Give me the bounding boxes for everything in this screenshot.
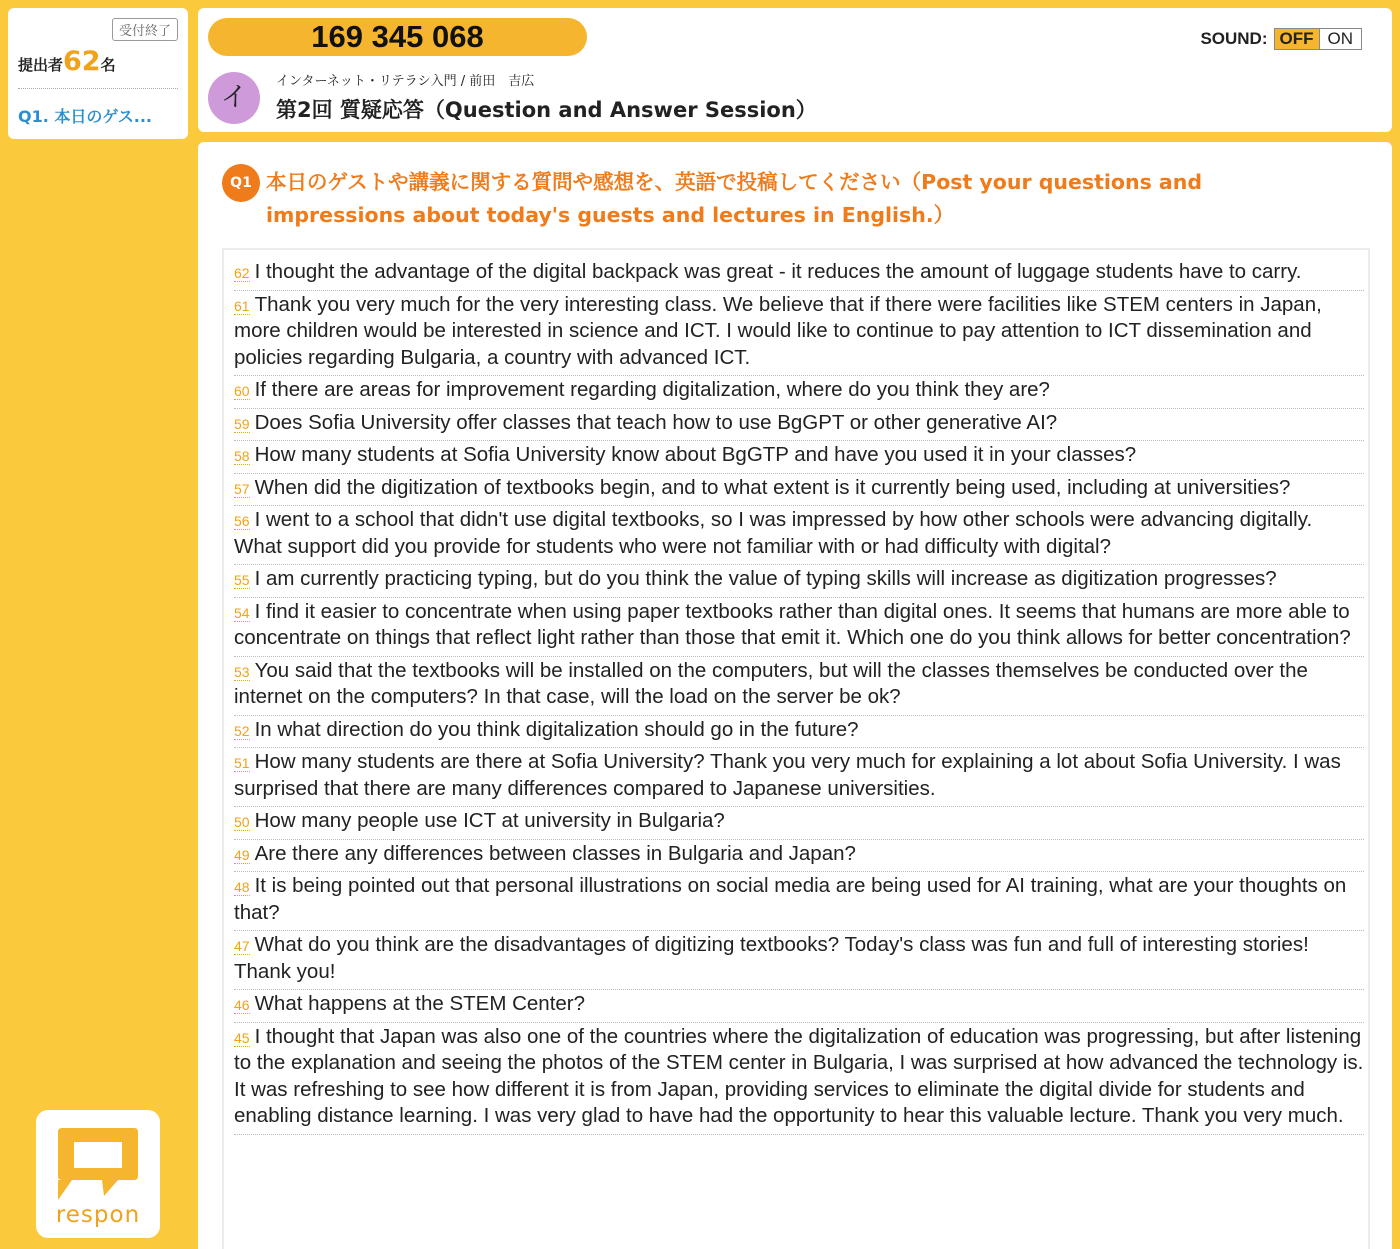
answer-item <box>234 748 1364 807</box>
submitter-count <box>18 46 116 77</box>
answer-text: I find it easier to concentrate when using paper textbooks rather than digital ones. It seems that humans are more able to concentrate on things that reflect light rather than those that emit it. Which one do you think allows for better concentration? <box>234 599 1351 649</box>
answer-text: In what direction do you think digitalization should go in the future? <box>254 717 859 741</box>
answer-number[interactable]: 55 <box>234 572 250 588</box>
answer-item <box>234 441 1364 474</box>
answer-number[interactable]: 56 <box>234 513 250 529</box>
answer-text: I thought the advantage of the digital backpack was great - it reduces the amount of luggage students have to carry. <box>254 260 1302 283</box>
answer-text: Thank you very much for the very interesting class. We believe that if there were facilities like STEM centers in Japan, more children would be interested in science and ICT. I would like to continue to pay attention to ICT dissemination and policies regarding Bulgaria, a country with advanced ICT. <box>234 292 1322 369</box>
answer-item <box>234 291 1364 377</box>
answer-item <box>234 376 1364 409</box>
answer-number[interactable]: 54 <box>234 604 250 621</box>
respon-logo-text: respon <box>55 1202 141 1228</box>
answer-number[interactable]: 57 <box>234 480 250 497</box>
answer-item <box>234 506 1364 565</box>
answer-number[interactable]: 59 <box>234 415 250 432</box>
answer-text: I am currently practicing typing, but do you think the value of typing skills will increase as digitization progresses? <box>254 567 1277 590</box>
sound-label: SOUND: <box>1200 29 1268 48</box>
answer-number[interactable]: 48 <box>234 879 250 895</box>
answer-item <box>234 1023 1364 1135</box>
answer-text: Does Sofia University offer classes that teach how to use BgGPT or other generative AI? <box>254 410 1058 434</box>
answer-text: It is being pointed out that personal illustrations on social media are being used for AI training, what are your thoughts on that? <box>234 874 1347 924</box>
answer-item <box>234 474 1364 507</box>
answer-item <box>234 716 1364 749</box>
answer-text: You said that the textbooks will be installed on the computers, but will the classes themselves be conducted over the internet on the computers? In that case, will the load on the server be ok? <box>234 658 1308 708</box>
answer-number[interactable]: 62 <box>234 265 250 281</box>
session-code: 169 345 068 <box>208 18 587 56</box>
answer-item <box>234 872 1364 931</box>
answer-text: I thought that Japan was also one of the countries where the digitalization of education was progressing, but after listening to the explanation and seeing the photos of the STEM center in Bulgaria, I was surprised at how advanced the technology is. It was refreshing to see how different it is from Japan, providing services to eliminate the digital divide for students and enabling distance learning. I was very glad to have had the opportunity to hear this valuable lecture. Thank you very much. <box>234 1024 1364 1127</box>
answer-number[interactable]: 50 <box>234 814 250 830</box>
answer-list[interactable] <box>222 248 1370 1249</box>
answer-text: I went to a school that didn't use digital textbooks, so I was impressed by how other schools were advancing digitally. What support did you provide for students who were not familiar with or had difficulty with digital? <box>234 508 1313 558</box>
answer-number[interactable]: 47 <box>234 938 250 954</box>
main-panel <box>198 142 1392 1249</box>
answer-item <box>234 807 1364 840</box>
submitter-prefix: 提出者 <box>18 56 64 74</box>
answer-number[interactable]: 52 <box>234 722 250 739</box>
status-badge: 受付終了 <box>112 18 178 41</box>
answer-number[interactable]: 51 <box>234 755 250 771</box>
answer-text: If there are areas for improvement regarding digitalization, where do you think they are? <box>254 378 1050 401</box>
answer-item <box>234 840 1364 873</box>
sidebar-divider <box>18 88 178 89</box>
sound-toggle <box>1200 28 1362 50</box>
answer-item <box>234 598 1364 657</box>
answer-number[interactable]: 58 <box>234 448 250 464</box>
answer-number[interactable]: 45 <box>234 1029 250 1046</box>
answer-text: What do you think are the disadvantages of digitizing textbooks? Today's class was fun and full of interesting stories! Thank you! <box>234 933 1309 983</box>
answer-item <box>234 409 1364 442</box>
answer-item <box>234 565 1364 598</box>
page-title: 第2回 質疑応答（Question and Answer Session） <box>276 98 817 122</box>
answer-text: When did the digitization of textbooks begin, and to what extent is it currently being used, including at universities? <box>254 475 1291 499</box>
answer-text: Are there any differences between classes in Bulgaria and Japan? <box>254 841 856 865</box>
course-name: インターネット・リテラシ入門 / 前田 吉広 <box>276 74 535 89</box>
answer-number[interactable]: 53 <box>234 663 250 680</box>
answer-text: How many people use ICT at university in Bulgaria? <box>254 809 725 832</box>
submitter-suffix: 名 <box>100 56 116 74</box>
answer-text: How many students are there at Sofia University? Thank you very much for explaining a lot about Sofia University. I was surprised that there are many differences compared to Japanese universities. <box>234 750 1341 800</box>
header <box>198 8 1392 132</box>
answer-number[interactable]: 49 <box>234 846 250 863</box>
sidebar-item-q1[interactable]: Q1. 本日のゲス... <box>18 107 152 126</box>
answer-item <box>234 931 1364 990</box>
answer-item <box>234 990 1364 1023</box>
answer-number[interactable]: 61 <box>234 297 250 314</box>
question-title: 本日のゲストや講義に関する質問や感想を、英語で投稿してください（Post your questions and impressions about today's guests and lectures in English.） <box>266 170 1203 227</box>
sound-button-group <box>1274 28 1363 50</box>
respon-logo <box>36 1110 160 1238</box>
submitter-number: 62 <box>63 46 101 77</box>
avatar: イ <box>208 72 260 124</box>
question-badge: Q1 <box>222 164 260 202</box>
sound-on-button[interactable]: ON <box>1320 29 1362 49</box>
answer-text: What happens at the STEM Center? <box>254 992 586 1015</box>
sidebar <box>8 8 188 139</box>
respon-logo-icon <box>54 1124 142 1204</box>
answer-text: How many students at Sofia University know about BgGTP and have you used it in your classes? <box>254 443 1137 466</box>
answer-item <box>234 258 1364 291</box>
answer-item <box>234 657 1364 716</box>
answer-number[interactable]: 46 <box>234 997 250 1013</box>
sound-off-button[interactable]: OFF <box>1275 29 1320 49</box>
answer-number[interactable]: 60 <box>234 383 250 399</box>
